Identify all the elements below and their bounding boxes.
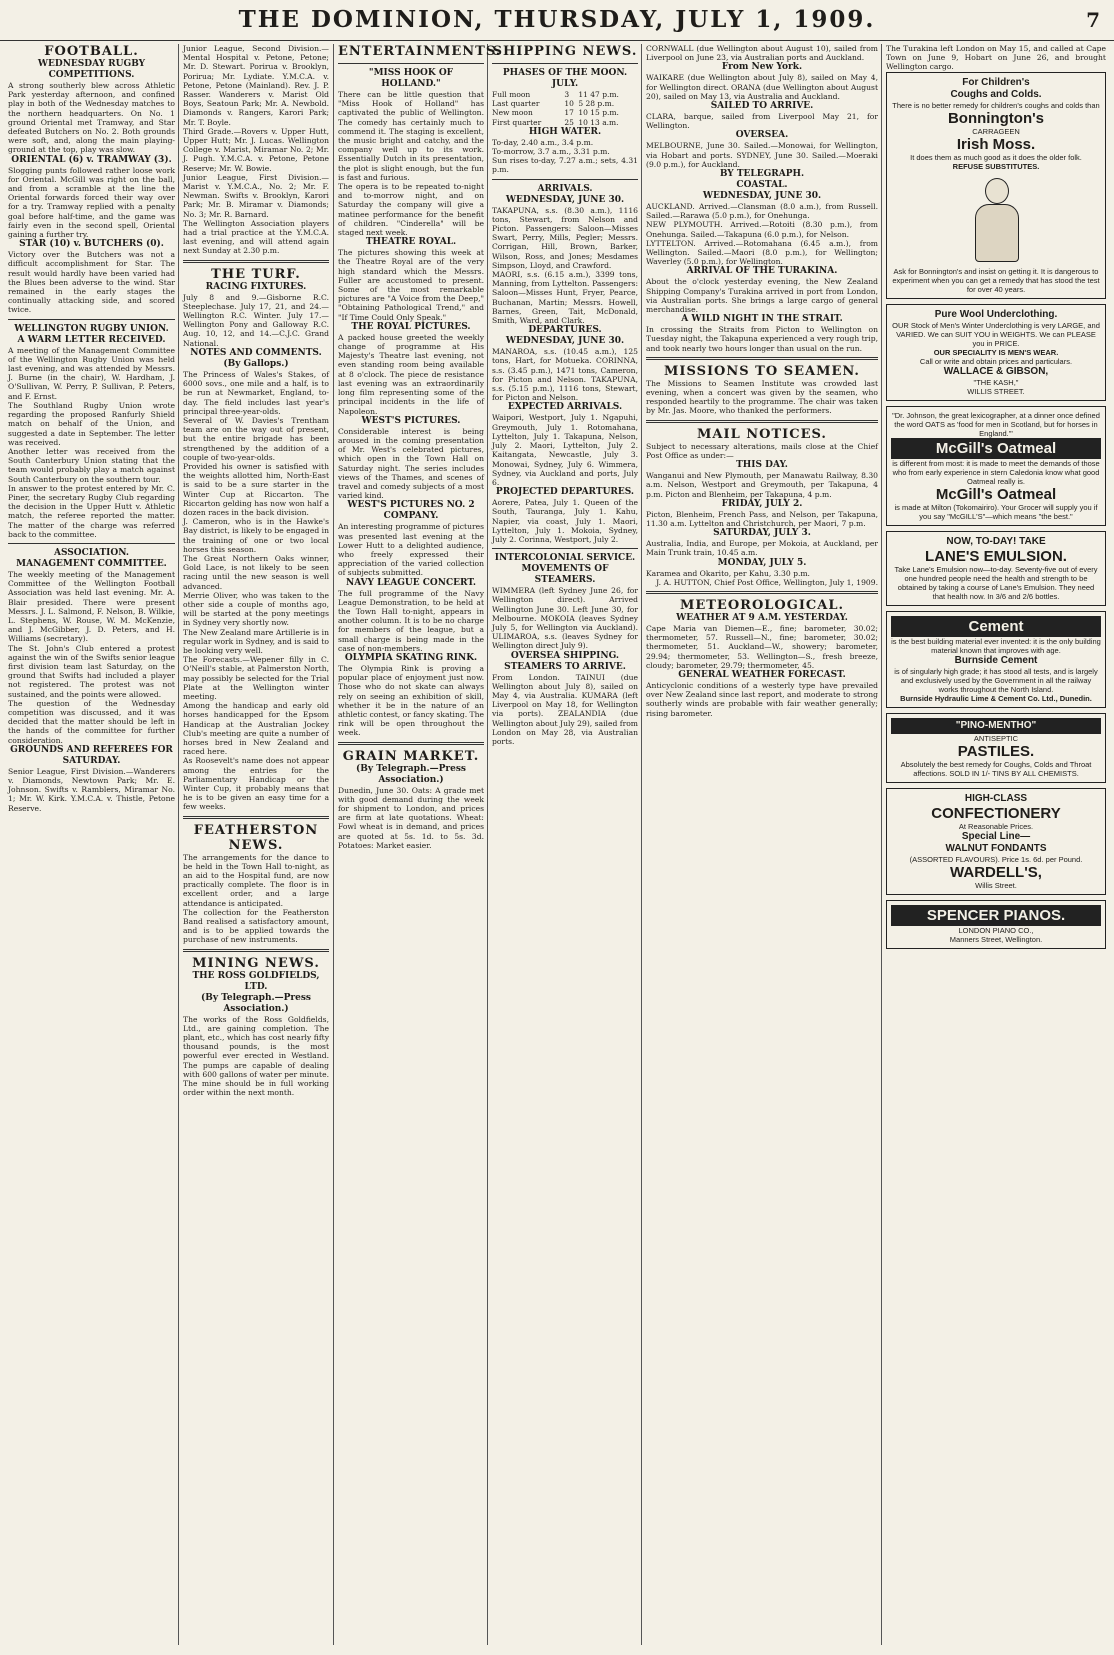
- sub-heading: ARRIVAL OF THE TURAKINA.: [686, 266, 838, 277]
- article-paragraph: Several of W. Davies's Trentham team are on the way out of present, but the entire brigade has been strengthened by the addition of a couple of two-year-olds.: [183, 415, 329, 462]
- table-row: [492, 99, 638, 108]
- article-paragraph: From London. TAINUI (due Wellington about July 8), sailed on May 4, via Australia. KUMARA (left Liverpool on May 18, for Wellington via ports). ZEALANDIA (due Wellington about July 29), sailed from London on May 28, via Australian ports.: [492, 672, 638, 746]
- ad-text: It does them as much good as it does the older folk.: [910, 152, 1082, 162]
- article-paragraph: Junior League, First Division.—Marist v. Y.M.C.A., No. 2; Mr. F. Newman. Swifts v. Brooklyn, Karori Park; Mr. B. Miramar v. Diamonds; No. 3; Mr. R. Barnard.: [183, 172, 329, 219]
- article-paragraph: The question of the Wednesday competition was discussed, and it was decided that the matter should be left in the hands of the committee for further consideration.: [8, 698, 175, 745]
- sub-heading: WEDNESDAY, JUNE 30.: [505, 194, 625, 205]
- sub-heading: NOTES AND COMMENTS.: [190, 347, 322, 358]
- article-paragraph: AUCKLAND. Arrived.—Clansman (8.0 a.m.), from Russell. Sailed.—Rarawa (5.0 p.m.), for Onehunga.: [646, 202, 878, 221]
- ad-text: "Dr. Johnson, the great lexicographer, at a dinner once defined the word OATS as 'food for men in Scotland, but for horses in England.'": [892, 410, 1100, 438]
- article-paragraph: The Olympia Rink is proving a popular place of enjoyment just now. Those who do not skate can always rely on seeing an exhibition of skill, whether it be in the nature of an athletic contest, or fancy skating. The rink will be open throughout the week.: [338, 663, 484, 738]
- ad-text: Take Lane's Emulsion now—to-day. Seventy-five out of every one hundred people need the health and strength to be obtained by taking a course of Lane's Emulsion. They need that health now. In 3/6 and 2/6 bottles.: [894, 564, 1098, 601]
- byline: (By Telegraph.—Press Association.): [356, 763, 466, 785]
- ad-product: PASTILES.: [957, 742, 1035, 760]
- page-number: 7: [1086, 8, 1100, 32]
- ad-wallace-gibson: [886, 304, 1106, 401]
- table-row: [492, 90, 638, 99]
- article-paragraph: Wanganui and New Plymouth, per Manawatu Railway, 8.30 a.m. Nelson, Westport and Greymouth, per Takapuna, 4 p.m. Picton and Blenheim, per Takapuna, 4 p.m.: [646, 471, 878, 499]
- sub-heading: THE ROYAL PICTURES.: [351, 321, 471, 332]
- sub-heading: OVERSEA SHIPPING.: [510, 650, 620, 661]
- article-paragraph: Senior League, First Division.—Wanderers v. Diamonds, Newtown Park; Mr. E. Johnson. Swifts v. Ramblers, Miramar No. 1; Mr. W. Kirk. Y.M.C.A. v. Thistle, Petone Reserve.: [8, 766, 175, 813]
- ad-text: Special Line—: [961, 830, 1031, 842]
- moon-date: 10: [564, 99, 574, 109]
- section-heading: FEATHERSTON NEWS.: [193, 822, 319, 853]
- sub-heading: GENERAL WEATHER FORECAST.: [678, 669, 846, 680]
- column-shipping-continued: [646, 44, 878, 1645]
- article-paragraph: The works of the Ross Goldfields, Ltd., are gaining completion. The plant, etc., which has cost nearly fifty thousand pounds, is the most powerful ever erected in Westland. The pumps are capable of dealing with 600 gallons of water per minute. The mine should be in full working order within the next month.: [183, 1014, 329, 1098]
- ad-text: Ask for Bonnington's and insist on getting it. It is dangerous to experiment when you can get a remedy that has stood the test for over 40 years.: [892, 266, 1100, 294]
- sub-heading: GROUNDS AND REFEREES FOR SATURDAY.: [10, 744, 173, 766]
- article-paragraph: The opera is to be repeated to-night and to-morrow night, and on Saturday the company will give a matinee performance for the benefit of children. "Cinderella" will be staged next week.: [338, 182, 484, 238]
- sub-heading: EXPECTED ARRIVALS.: [507, 402, 623, 413]
- masthead: [0, 0, 1114, 41]
- article-paragraph: WIMMERA (left Sydney June 26, for Wellington direct). Arrived Wellington June 30. Left June 30, for Melbourne. MOKOIA (leaves Sydney July 5, for Wellington via Auckland). ULIMAROA, s.s. (leaves Sydney for Wellington direct July 9).: [492, 586, 638, 651]
- section-heading: METEOROLOGICAL.: [679, 597, 845, 613]
- article-paragraph: In answer to the protest entered by Mr. C. Piner, the secretary Rugby Club regarding the decision in the Upper Hutt v. Athletic match, the referee reported the matter. The matter of the charge was referred back to the committee.: [8, 483, 175, 539]
- divider: [183, 949, 329, 952]
- ad-headline: Coughs and Colds.: [950, 88, 1042, 100]
- article-paragraph: Karamea and Okarito, per Kahu, 3.30 p.m.: [646, 568, 810, 578]
- ad-wardells: [886, 788, 1106, 895]
- child-head-shape: [985, 178, 1009, 204]
- sub-heading: MOVEMENTS OF STEAMERS.: [521, 564, 609, 586]
- ad-brand: McGill's Oatmeal: [935, 485, 1057, 503]
- article-paragraph: Picton, Blenheim, French Pass, and Nelson, per Takapuna, 11.30 a.m. Lyttelton and Christchurch, per Maori, 7 p.m.: [646, 509, 878, 528]
- divider: [338, 742, 484, 745]
- ad-text: is of singularly high grade; it has stood all tests, and is largely and exclusively used by the Government in all the railway works throughout the North Island.: [894, 666, 1098, 694]
- sub-heading: WELLINGTON RUGBY UNION.: [14, 323, 169, 334]
- article-paragraph: Aorere, Patea, July 1. Queen of the South, Tauranga, July 1. Kahu, Napier, via coast, July 1. Maori, Lyttelton, July 1. Mokoia, Sydney, July 2. Corinna, Westport, July 2.: [492, 498, 638, 544]
- child-illustration: [961, 174, 1031, 264]
- moon-phase: New moon: [492, 108, 533, 118]
- ad-price: (ASSORTED FLAVOURS). Price 1s. 6d. per Pound.: [909, 854, 1083, 864]
- ad-brand: Cement: [891, 616, 1101, 637]
- ad-brand: Burnside Cement: [954, 654, 1038, 666]
- ad-brand: CONFECTIONERY: [931, 804, 1061, 822]
- article-paragraph: The arrangements for the dance to be held in the Town Hall to-night, as an aid to the Hospital fund, are now practically complete. The floor is in excellent order, and a large attendance is anticipated.: [183, 852, 329, 908]
- sub-heading: ARRIVALS.: [537, 183, 593, 194]
- divider: [646, 420, 878, 423]
- article-paragraph: There can be little question that "Miss Hook of Holland" has captivated the public of Wellington. The comedy has certainly much to commend it. The staging is excellent, the music bright and catchy, and the company well up to its work. Essentially Dutch in its presentation, the plot is slight enough, but the fun is fast and furious.: [338, 90, 484, 182]
- article-paragraph: The St. John's Club entered a protest against the win of the Swifts senior league first division team last Saturday, on the ground that Swifts had included a player not registered. The protest was not sustained, and the points were allowed.: [8, 643, 175, 699]
- sub-heading: STEAMERS TO ARRIVE.: [504, 661, 626, 672]
- article-paragraph: A meeting of the Management Committee of the Wellington Rugby Union was held last evening, and was attended by Messrs. J. Burne (in the chair), W. Hardham, J. O'Sullivan, W. Perry, P. Sullivan, P. Peters, and F. Ernst.: [8, 345, 175, 401]
- divider: [8, 319, 175, 320]
- sub-heading: A WARM LETTER RECEIVED.: [17, 334, 166, 345]
- divider: [492, 63, 638, 64]
- moon-time: 11 47 p.m.: [578, 90, 619, 99]
- divider: [183, 260, 329, 263]
- ad-brand: McGill's Oatmeal: [891, 438, 1101, 459]
- sub-heading: WEST'S PICTURES.: [361, 415, 461, 426]
- byline: (By Telegraph.—Press Association.): [201, 992, 311, 1014]
- article-paragraph: The full programme of the Navy League Demonstration, to be held at the Town Hall to-night, appears in another column. It is to be no charge for members of the league, but a small charge is being made in the case of non-members.: [338, 588, 484, 653]
- table-row: [492, 118, 638, 127]
- article-paragraph: J. Cameron, who is in the Hawke's Bay district, is likely to be engaged in the training of one or two local horses this season.: [183, 517, 329, 554]
- divider: [338, 63, 484, 64]
- sub-heading: OVERSEA.: [735, 130, 789, 141]
- sub-heading: From New York.: [721, 62, 803, 73]
- article-paragraph: Cape Maria van Diemen—E., fine; barometer, 30.02; thermometer, 57. Russell—N., fine; barometer, 30.02; thermometer, 51. Auckland—W., showery; barometer, 29.94; thermometer, 53. Wellington—S., fresh breeze, cloudy; barometer, 29.79; thermometer, 45.: [646, 623, 878, 670]
- sub-heading: DEPARTURES.: [528, 325, 602, 336]
- article-paragraph: Provided his owner is satisfied with the weights allotted him, North-East is said to be a sure starter in the Winter Cup at Riccarton. The Riccarton gelding has now won half a dozen races in the back division.: [183, 461, 329, 517]
- sub-heading: THIS DAY.: [736, 460, 788, 471]
- ad-headline: HIGH-CLASS: [964, 792, 1028, 804]
- ad-headline: For Children's: [962, 76, 1030, 88]
- article-paragraph: Slogging punts followed rather loose work for Oriental. McGill was right on the ball, and from a scramble at the line the Oriental forwards forced their way over for a try. Tramway replied with a penalty goal before half-time, and the game was fairly even in the second spell, Oriental gaining a further try.: [8, 165, 175, 240]
- sub-heading: ASSOCIATION.: [53, 547, 130, 558]
- ad-text: ANTISEPTIC: [973, 733, 1019, 743]
- column-shipping: [492, 44, 638, 1645]
- sub-heading: COASTAL.: [736, 180, 788, 191]
- article-paragraph: The Princess of Wales's Stakes, of 6000 sovs., one mile and a half, is to be run at Newmarket, England, to-day. The field includes last year's principal three-year-olds.: [183, 369, 329, 416]
- article-paragraph: Waipori, Westport, July 1. Ngapuhi, Greymouth, July 1. Rotomahana, Lyttelton, July 1. Takapuna, Nelson, July 2. Maori, Lyttelton, July 2. Kaitangata, Newcastle, July 3. Monowai, Sydney, July 6. Wimmera, Sydney, via Auckland and ports, July 6.: [492, 413, 638, 487]
- article-paragraph: MANAROA, s.s. (10.45 a.m.), 125 tons, Hart, for Motueka. CORINNA, s.s. (3.45 p.m.), 1471 tons, Cameron, for Picton and Nelson. TAKAPUNA, s.s. (5.15 p.m.), 1116 tons, Stewart, for Picton and Nelson.: [492, 347, 638, 403]
- article-paragraph: As Roosevelt's name does not appear among the entries for the Parliamentary Handicap or the Winter Cup, it probably means that he is to be given an easy time for a few weeks.: [183, 756, 329, 812]
- moon-time: 10 15 p.m.: [578, 108, 619, 118]
- ad-brand: LANE'S EMULSION.: [925, 547, 1067, 565]
- article-paragraph: In crossing the Straits from Picton to Wellington on Tuesday night, the Takapuna experienced a very rough trip, and took nearly two hours longer than usual on the run.: [646, 325, 878, 353]
- sub-heading: PROJECTED DEPARTURES.: [495, 487, 635, 498]
- ad-address: WILLIS STREET.: [967, 386, 1025, 396]
- sub-heading: WEDNESDAY, JUNE 30.: [702, 191, 822, 202]
- ad-lanes-emulsion: [886, 531, 1106, 606]
- ad-text: is different from most: it is made to meet the demands of those who from early experience in stern Caledonia know what good Oatmeal really is.: [892, 458, 1100, 486]
- article-paragraph: A packed house greeted the weekly change of programme at His Majesty's Theatre last evening, not even standing room being available at 8 o'clock. The piece de resistance last evening was an extraordinarily long film representing some of the principal incidents in the life of Napoleon.: [338, 332, 484, 416]
- column-divider: [487, 44, 488, 1645]
- article-paragraph: Victory over the Butchers was not a difficult accomplishment for Star. The result would hardly have been varied had the Blues been adverse to the wind. Star remained in the early stages the continually attacking side, and scored twice.: [8, 250, 175, 315]
- sub-heading: A WILD NIGHT IN THE STRAIT.: [681, 314, 843, 325]
- column-turf: [183, 44, 329, 1645]
- ad-product: CARRAGEEN: [972, 126, 1020, 136]
- article-paragraph: Considerable interest is being aroused in the coming presentation of Mr. West's celebrated pictures, which open in the Town Hall on Saturday night. The series includes views of the Thames, and scenes of travel and comedy subjects of a most varied kind.: [338, 426, 484, 501]
- byline: (By Gallops.): [223, 358, 289, 369]
- ad-text: Absolutely the best remedy for Coughs, Colds and Throat affections. SOLD IN 1/- TINS BY ALL CHEMISTS.: [900, 759, 1092, 778]
- moon-date: 3: [564, 90, 570, 99]
- sub-heading: THE ROSS GOLDFIELDS, LTD.: [192, 970, 320, 992]
- article-paragraph: The Great Northern Oaks winner, Gold Lace, is not likely to be seen racing until the new season is well advanced.: [183, 553, 329, 591]
- article-paragraph: The Wellington Association players had a trial practice at the Y.M.C.A. last evening, and will attend again next Sunday at 2.30 p.m.: [183, 218, 329, 256]
- moon-time: 10 13 a.m.: [578, 117, 619, 127]
- table-row: [492, 108, 638, 117]
- section-heading: MAIL NOTICES.: [697, 426, 827, 442]
- ad-spencer-pianos: [886, 900, 1106, 949]
- moon-date: 25: [564, 117, 574, 127]
- article-paragraph: July 8 and 9.—Gisborne R.C. Steeplechase. July 17, 21, and 24.—Wellington R.C. Winter. July 17.—Wellington Pony and Galloway R.C. Aug. 10, 12, and 14.—C.J.C. Grand National.: [183, 292, 329, 348]
- article-paragraph: Subject to necessary alterations, mails close at the Chief Post Office as under:—: [646, 441, 878, 460]
- ad-address: Manners Street, Wellington.: [949, 934, 1043, 944]
- divider: [492, 548, 638, 549]
- ad-text: There is no better remedy for children's coughs and colds than: [892, 100, 1100, 110]
- sub-heading: OLYMPIA SKATING RINK.: [344, 652, 478, 663]
- article-paragraph: The pictures showing this week at the Theatre Royal are of the very high standard which the Messrs. Fuller are accustomed to present. Some of the most remarkable pictures are "A Voice from the Deep," "Obtaining Pathological Trend," and "If Time Could Only Speak.": [338, 248, 484, 322]
- sub-heading: SATURDAY, JULY 3.: [713, 528, 811, 539]
- newspaper-title: THE DOMINION, THURSDAY, JULY 1, 1909.: [238, 6, 876, 33]
- sub-heading: WEDNESDAY, JUNE 30.: [505, 336, 625, 347]
- ad-pino-mentho: [886, 713, 1106, 783]
- section-heading: FOOTBALL.: [44, 44, 139, 59]
- moon-phase: Full moon: [492, 90, 531, 99]
- sub-heading: RACING FIXTURES.: [205, 281, 307, 292]
- ad-brand: Bonnington's: [947, 109, 1045, 127]
- sub-heading: WEST'S PICTURES NO. 2 COMPANY.: [347, 500, 475, 522]
- article-paragraph: NEW PLYMOUTH. Arrived.—Rotoiti (8.30 p.m.), from Onehunga. Sailed.—Takapuna (6.0 p.m.), for Nelson.: [646, 220, 878, 239]
- ad-headline: Pure Wool Underclothing.: [934, 308, 1058, 320]
- article-paragraph: The Turakina left London on May 15, and called at Cape Town on June 9, Hobart on June 26, and brought Wellington cargo.: [886, 44, 1106, 72]
- sub-heading: WEATHER AT 9 A.M. YESTERDAY.: [676, 612, 848, 623]
- sub-heading: WEDNESDAY RUGBY COMPETITIONS.: [37, 59, 146, 80]
- ad-brand: WALLACE & GIBSON,: [943, 365, 1049, 377]
- article-paragraph: Third Grade.—Rovers v. Upper Hutt, Upper Hutt; Mr. J. Lucas. Wellington College v. Marist, Miramar No. 2; Mr. J. Pugh. Y.M.C.A. v. Petone, Petone Reserve; Mr. W. Bowie.: [183, 126, 329, 173]
- child-body-shape: [975, 204, 1019, 262]
- article-paragraph: The New Zealand mare Artillerie is in regular work in Sydney, and is said to be looking very well.: [183, 627, 329, 655]
- sub-heading: BY TELEGRAPH.: [719, 169, 805, 180]
- column-entertainments: [338, 44, 502, 1645]
- column-divider: [333, 44, 334, 1645]
- divider: [646, 357, 878, 360]
- ad-text: LONDON PIANO CO.,: [958, 925, 1034, 935]
- section-heading: MINING NEWS.: [192, 955, 320, 971]
- ad-bonningtons: [886, 72, 1106, 299]
- article-paragraph: An interesting programme of pictures was presented last evening at the Lower Hutt to a delighted audience, who freely expressed their appreciation of the varied collection of subjects submitted.: [338, 522, 485, 578]
- ad-brand: WARDELL'S,: [950, 863, 1042, 881]
- ad-address: Burnside Hydraulic Lime & Cement Co. Ltd., Dunedin.: [900, 693, 1092, 703]
- sub-heading: HIGH WATER.: [528, 126, 602, 137]
- article-paragraph: Merrie Oliver, who was taken to the other side a couple of months ago, will be started at the pony meetings in Sydney very shortly now.: [183, 590, 329, 628]
- sub-heading: STAR (10) v. BUTCHERS (0).: [19, 239, 164, 250]
- sub-heading: PHASES OF THE MOON.: [502, 68, 628, 78]
- ad-burnside-cement: [886, 611, 1106, 708]
- moon-phases-table: [492, 90, 638, 127]
- sub-heading: ORIENTAL (6) v. TRAMWAY (3).: [11, 154, 172, 165]
- section-heading: MISSIONS TO SEAMEN.: [664, 363, 860, 379]
- ad-product: WALNUT FONDANTS: [945, 842, 1047, 854]
- column-football: [8, 44, 175, 1645]
- moon-phase: Last quarter: [492, 99, 540, 109]
- article-paragraph: The collection for the Featherston Band realised a satisfactory amount, and is to be applied towards the purchase of new instruments.: [183, 907, 329, 945]
- article-paragraph: Australia, India, and Europe, per Mokoia, at Auckland, per Main Trunk train, 10.45 a.m.: [646, 539, 878, 558]
- article-paragraph: The Missions to Seamen Institute was crowded last evening, when a concert was given by the seamen, who responded heartily to the programme. The chair was taken by Mr. Jas. Moore, who thanked the performers.: [646, 378, 878, 416]
- ad-text: At Reasonable Prices.: [958, 821, 1034, 831]
- column-advertisements: [886, 44, 1106, 1645]
- sub-heading: SAILED TO ARRIVE.: [710, 101, 814, 112]
- article-paragraph: Among the handicap and early old horses handicapped for the Epsom Handicap at the Australian Jockey Club's meeting are quite a number of horses bred in New Zealand and raced here.: [183, 701, 329, 757]
- ad-text: "THE KASH,": [973, 377, 1019, 387]
- divider: [183, 816, 329, 819]
- article-paragraph: Sun rises to-day, 7.27 a.m.; sets, 4.31 p.m.: [492, 156, 638, 175]
- sub-heading: NAVY LEAGUE CONCERT.: [345, 577, 477, 588]
- sub-heading: THEATRE ROYAL.: [365, 237, 457, 248]
- sub-heading: MANAGEMENT COMMITTEE.: [16, 558, 167, 569]
- article-paragraph: Another letter was received from the South Canterbury Union stating that the team would probably play a match against South Canterbury on the southern tour.: [8, 446, 175, 484]
- article-paragraph: WAIKARE (due Wellington about July 8), sailed on May 4, for Wellington direct. ORANA (due Wellington about August 20), sailed on May 13, via Australia and Auckland.: [646, 73, 878, 101]
- section-heading: ENTERTAINMENTS.: [338, 44, 502, 59]
- article-paragraph: Dunedin, June 30. Oats: A grade met with good demand during the week for shipment to London, and prices are firm at late quotations. Wheat: Fowl wheat is in demand, and prices are quoted at 5s. 1d. to 5s. 3d. Potatoes: Market easier.: [338, 785, 484, 850]
- article-paragraph: To-morrow, 3.7 a.m., 3.31 p.m.: [492, 147, 610, 157]
- article-paragraph: The Forecasts.—Wepener filly in C. O'Neill's stable, at Palmerston North, may possibly be selected for the Trial Plate at the Wellington winter meeting.: [183, 655, 329, 701]
- sub-heading: FRIDAY, JULY 2.: [721, 498, 803, 509]
- sub-heading: INTERCOLONIAL SERVICE.: [494, 553, 636, 564]
- article-paragraph: TAKAPUNA, s.s. (8.30 a.m.), 1116 tons, Stewart, from Nelson and Picton. Passengers: Saloon—Misses Swart, Perry, Mills, Pegler; Messrs. Corrigan, Hill, Brown, Barker, Wilson, Ross, and Jones; Mesdames Simpson, Lloyd, and Crawford.: [492, 205, 638, 270]
- article-paragraph: The weekly meeting of the Management Committee of the Wellington Football Association was held last evening. Mr. A. Blair presided. There were present Messrs. J. L. Salmond, F. Nelson, B. Wilkie, L. Stephens, W. Rouse, W. M. McKenzie, and J. McGibber, J. D. Peters, and H. Williams (secretary).: [8, 569, 175, 644]
- sub-heading: MONDAY, JULY 5.: [717, 557, 807, 568]
- section-heading: SHIPPING NEWS.: [492, 44, 638, 59]
- article-paragraph: Anticyclonic conditions of a westerly type have prevailed over New Zealand since last report, and moderate to strong southerly winds are probable with fair weather generally; rising barometer.: [646, 680, 878, 718]
- ad-address: Willis Street.: [975, 880, 1017, 890]
- ad-text: OUR Stock of Men's Winter Underclothing is very LARGE, and VARIED. We can SUIT YOU in WEIGHTS. We can PLEASE you in PRICE.: [892, 320, 1100, 348]
- sub-heading: JULY.: [551, 79, 579, 89]
- article-paragraph: A strong southerly blew across Athletic Park yesterday afternoon, and confined play in both of the Wednesday matches to the northern headquarters. On No. 1 ground Oriental met Tramway, and Star defeated Butchers on No. 2. Both grounds were soft, and, along the main playing-ground at the top, play was slow.: [8, 81, 175, 155]
- divider: [646, 591, 878, 594]
- article-paragraph: MELBOURNE, June 30. Sailed.—Monowai, for Wellington, via Hobart and ports. SYDNEY, June 30. Sailed.—Moeraki (9.0 p.m.), for Auckland.: [646, 141, 878, 169]
- column-divider: [881, 44, 882, 1645]
- ad-mcgills-oatmeal: [886, 406, 1106, 526]
- article-paragraph: Junior League, Second Division.—Mental Hospital v. Petone, Petone; Mr. D. Stewart. Porirua v. Brooklyn, Porirua; Mr. Lydiate. Y.M.C.A. v. Petone, Petone (Mainland). Rev. J. P. Rasser. Wanderers v. Marist Old Boys, Seatoun Park; Mr. A. Newbold. Diamonds v. Rangers, Karori Park; Mr. T. Boyle.: [183, 44, 329, 127]
- article-paragraph: About the o'clock yesterday evening, the New Zealand Shipping Company's Turakina arrived in port from London, via Australian ports. She brings a large cargo of general merchandise.: [646, 277, 878, 315]
- article-paragraph: LYTTELTON. Arrived.—Rotomahana (6.45 a.m.), from Wellington. Sailed.—Maori (8.0 p.m.), for Wellington; Waverley (5.0 p.m.), for Wellington.: [646, 238, 878, 267]
- divider: [492, 179, 638, 180]
- column-divider: [178, 44, 179, 1645]
- section-heading: GRAIN MARKET.: [342, 748, 480, 764]
- ad-text: OUR SPECIALITY IS MEN'S WEAR.: [933, 347, 1059, 357]
- ad-product: Irish Moss.: [956, 135, 1036, 153]
- ad-text: REFUSE SUBSTITUTES.: [952, 161, 1040, 171]
- ad-brand: "PINO-MENTHO": [891, 718, 1101, 734]
- ad-brand: SPENCER PIANOS.: [891, 905, 1101, 926]
- section-heading: THE TURF.: [211, 266, 301, 282]
- ad-text: is the best building material ever invented: it is the only building material known that improves with age.: [891, 636, 1101, 655]
- article-paragraph: CORNWALL (due Wellington about August 10), sailed from Liverpool on June 23, via Australian ports and Auckland.: [646, 44, 878, 63]
- moon-phase: First quarter: [492, 117, 542, 127]
- article-paragraph: The Southland Rugby Union wrote regarding the proposed Ranfurly Shield match on behalf of the Union, and suggested a date in September. The letter was received.: [8, 400, 175, 447]
- ad-text: Call or write and obtain prices and particulars.: [919, 356, 1073, 366]
- article-paragraph: To-day, 2.40 a.m., 3.4 p.m.: [492, 137, 594, 147]
- article-paragraph: CLARA, barque, sailed from Liverpool May 21, for Wellington.: [646, 112, 878, 131]
- ad-headline: NOW, TO-DAY! TAKE: [946, 535, 1046, 547]
- divider: [8, 543, 175, 544]
- article-paragraph: MAORI, s.s. (6.15 a.m.), 3399 tons, Manning, from Lyttelton. Passengers: Saloon—Misses Hunt, Fryer, Pearce, Buchanan, Martin; Messrs. Howell, Barnes, Green, Tait, McDonald, Smith, Ward, and Clark.: [492, 270, 638, 326]
- sub-heading: "MISS HOOK OF HOLLAND.": [368, 68, 454, 89]
- moon-time: 5 28 p.m.: [578, 99, 615, 109]
- signature: J. A. HUTTON, Chief Post Office, Wellington, July 1, 1909.: [656, 577, 878, 587]
- ad-text: is made at Milton (Tokomairiro). Your Grocer will supply you if you say "McGILL'S"—which means "the best.": [894, 502, 1098, 521]
- moon-date: 17: [564, 108, 574, 118]
- column-divider: [641, 44, 642, 1645]
